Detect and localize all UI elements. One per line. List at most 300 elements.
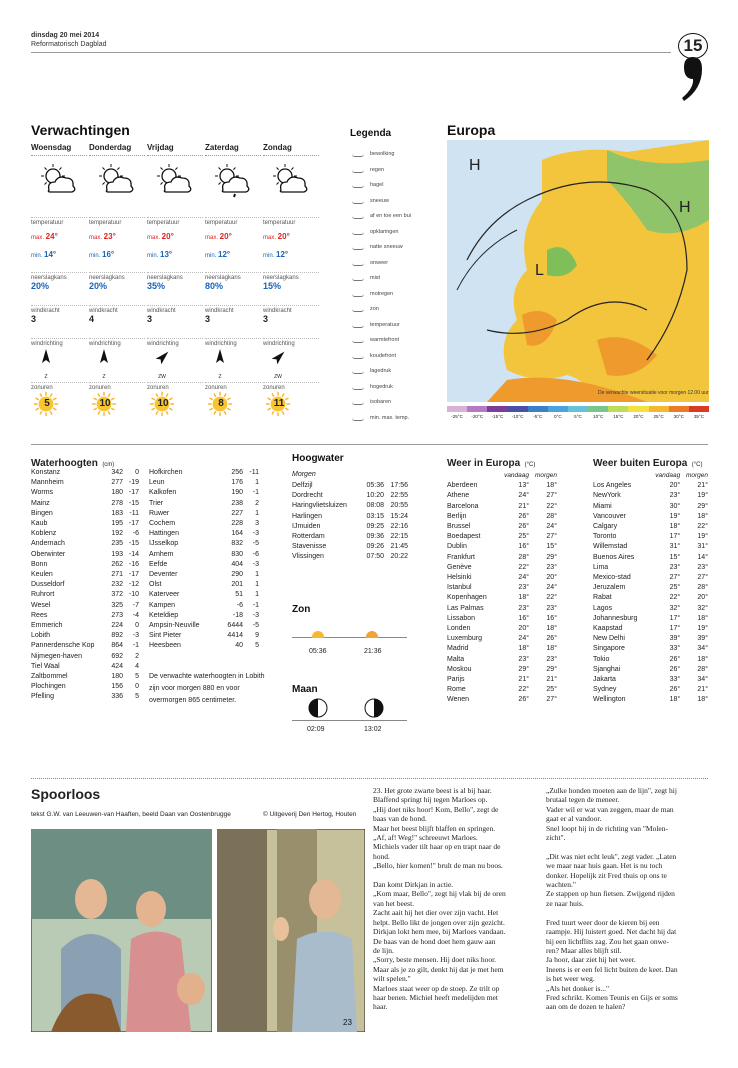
max-temp: [31, 226, 87, 244]
world-weather-row-cell: 17°: [669, 614, 681, 622]
eu-weather-row: [447, 593, 557, 603]
max-label: max.: [205, 235, 220, 241]
world-weather-row-cell: Jeruzalem: [593, 584, 626, 592]
scale-label: -10°C: [511, 414, 524, 419]
eu-weather-row-cell: 23°: [546, 655, 557, 663]
moon-horizon: [292, 720, 407, 721]
scale-label: -15°C: [491, 414, 504, 419]
water-row-cell: 6444: [227, 622, 243, 630]
water-row-cell: 1: [255, 479, 259, 487]
svg-text:H: H: [679, 199, 691, 216]
water-row: [149, 560, 259, 570]
legend-label: regen: [370, 166, 385, 173]
sunset-icon: [364, 626, 380, 638]
world-weather-row-cell: 20°: [669, 482, 681, 490]
world-weather-row-cell: 32°: [697, 604, 708, 612]
eu-weather-row-cell: 16°: [546, 614, 557, 622]
eu-weather-row: [447, 624, 557, 634]
water-row-cell: Cochem: [149, 520, 176, 528]
water-row-cell: -3: [252, 611, 259, 619]
water-row-cell: Hattingen: [149, 530, 179, 538]
tide-row: [292, 481, 408, 491]
eu-weather-row-cell: Parijs: [447, 676, 465, 684]
world-weather-row-cell: 23°: [669, 563, 681, 571]
world-weather-row-cell: 18°: [697, 512, 708, 520]
legend-symbol-icon: [352, 290, 364, 297]
comic-panel-right: [217, 829, 365, 1032]
water-row-cell: 176: [231, 479, 243, 487]
eu-weather-row-cell: 18°: [546, 645, 557, 653]
water-row-cell: 404: [231, 560, 243, 568]
water-row-cell: 192: [111, 530, 123, 538]
world-weather-row-cell: 30°: [669, 502, 681, 510]
sun-value: 10: [99, 398, 111, 409]
sun-hours: [89, 391, 145, 419]
moonset-icon: [364, 698, 384, 718]
sun-label: zonuren: [205, 382, 261, 391]
water-row-cell: 0: [135, 469, 139, 476]
day-name: Zaterdag: [205, 140, 261, 156]
water-row-cell: 277: [111, 479, 123, 487]
eu-weather-row-cell: 29°: [546, 665, 557, 673]
moon-title: Maan: [292, 684, 318, 695]
eu-weather-row-cell: 24°: [518, 635, 530, 643]
water-row-cell: -11: [129, 509, 139, 517]
eu-weather-row-cell: 23°: [546, 604, 557, 612]
legend-item: [352, 181, 383, 188]
water-row-cell: Tiel Waal: [31, 662, 60, 670]
sun-cloud-icon: [271, 164, 311, 198]
scale-label: 35°C: [693, 414, 705, 419]
water-row-cell: -17: [128, 520, 139, 528]
eu-weather-row-cell: Boedapest: [447, 533, 481, 541]
header-tomorrow: morgen: [685, 472, 708, 479]
water-row-cell: -18: [232, 611, 243, 619]
water-row: [149, 519, 259, 529]
legend-item: [352, 259, 388, 266]
world-weather-row-cell: Johannesburg: [593, 614, 638, 622]
comma-logo-icon: [680, 55, 704, 103]
eu-weather-row-cell: 25°: [518, 533, 530, 541]
tide-row-cell: Delfzijl: [292, 482, 313, 489]
water-row: [31, 509, 139, 519]
tide-row-cell: Harlingen: [292, 512, 322, 520]
water-row-cell: -5: [252, 540, 259, 548]
eu-weather-row: [447, 675, 557, 685]
legend-item: [352, 243, 403, 250]
wind-value: 3: [31, 314, 37, 324]
eu-weather-row: [447, 522, 557, 532]
legend-label: min. max. temp.: [370, 414, 410, 421]
water-unit: (cm): [102, 462, 115, 468]
rain-value: 20%: [89, 281, 108, 291]
eu-weather-row-cell: 18°: [518, 594, 530, 602]
min-value: 12°: [276, 250, 289, 259]
water-row: [31, 468, 139, 478]
water-row: [149, 611, 259, 621]
legend-symbol-icon: [352, 383, 364, 390]
world-weather-row-cell: Wellington: [593, 696, 626, 704]
water-row-cell: 0: [135, 683, 139, 691]
eu-weather-row: [447, 491, 557, 501]
water-row-cell: -12: [128, 581, 139, 589]
water-row-cell: Heesbeen: [149, 642, 181, 650]
water-row: [149, 601, 259, 611]
moonrise-icon: [308, 698, 328, 718]
legend-symbol-icon: [352, 228, 364, 235]
world-weather-row: [593, 675, 708, 685]
water-row-cell: 892: [111, 632, 123, 640]
eu-weather-row-cell: 26°: [518, 512, 530, 520]
water-row-cell: 193: [111, 550, 123, 558]
direction-value: Z: [218, 374, 222, 380]
paper-name: Reformatorisch Dagblad: [31, 41, 107, 48]
max-value: 20°: [219, 232, 232, 241]
tide-row-cell: 09:26: [366, 543, 384, 551]
world-weather-row-cell: 22°: [669, 594, 681, 602]
world-weather-row-cell: 23°: [697, 563, 708, 571]
water-row: [31, 529, 139, 539]
water-row-cell: 156: [111, 683, 123, 691]
water-row-cell: -4: [132, 611, 139, 619]
min-label: min.: [147, 253, 161, 259]
world-weather-row-cell: 39°: [669, 635, 681, 643]
water-row-cell: Trier: [149, 499, 164, 507]
world-weather-row: [593, 634, 708, 644]
wind-value: 3: [205, 314, 211, 324]
scale-label: 30°C: [673, 414, 684, 419]
sun-label: zonuren: [31, 382, 87, 391]
world-weather-row-cell: 28°: [697, 665, 708, 673]
legend-symbol-icon: [352, 336, 364, 343]
water-row-cell: 2: [255, 499, 259, 507]
page-header: [31, 31, 106, 49]
eu-weather-row-cell: 18°: [546, 625, 557, 633]
story-column-1: 23. Het grote zwarte beest is al bij haar. Blaffend springt hij tegen Marloes op. „Hij doet niks hoor! Kom, Bello", zegt de baas van de hond. Maar het beest blijft blaffen en springen. „Af, af! Weg!" schreeuwt Marloes. Michiels vader tilt haar op en trapt naar de hond. „Bello, hier komen!" brult de man nu boos. Dan komt Dirkjan in actie. „Kom maar, Bello", zegt hij vlak bij de oren van het beest. Zacht aait hij het dier over zijn vacht. Het helpt. Bello likt de jongen over zijn gezicht. Dirkjan lokt hem mee, bij Marloes vandaan. De baas van de hond doet hem gauw aan de lijn. „Sorry, beste mensen. Hij doet niks hoor. Maar als je zo gilt, denkt hij dat je met hem wilt spelen." Marloes staat weer op de stoep. Ze trilt op haar benen. Michiel heeft medelijden met haar.: [373, 786, 506, 1012]
tide-row: [292, 542, 408, 552]
moonset-time: 13:02: [364, 726, 382, 733]
water-row-cell: 278: [111, 499, 123, 507]
eu-weather-row-cell: Helsinki: [447, 574, 472, 582]
scale-swatch: [689, 406, 709, 412]
scale-label: -20°C: [471, 414, 484, 419]
scale-label: 5°C: [574, 414, 582, 419]
legend-label: natte sneeuw: [370, 243, 403, 250]
water-row: [31, 692, 139, 702]
header-blank: [447, 471, 497, 481]
tide-table: [292, 481, 408, 563]
sun-hours: [263, 391, 319, 419]
water-row-cell: 2: [135, 652, 139, 660]
direction-label: windrichting: [31, 338, 87, 347]
world-weather-row-cell: 17°: [669, 625, 681, 633]
max-label: max.: [147, 235, 162, 241]
sun-cloud-rain-icon: [213, 164, 253, 198]
panel-number: 23: [343, 1018, 352, 1027]
tide-row-cell: 21:45: [390, 543, 408, 551]
tide-row-cell: 22:16: [390, 522, 408, 530]
max-value: 20°: [161, 232, 174, 241]
legend-label: sneeuw: [370, 197, 389, 204]
world-weather-row-cell: 18°: [697, 655, 708, 663]
world-weather-row-cell: 18°: [669, 696, 681, 704]
legend-label: temperatuur: [370, 321, 400, 328]
max-value: 20°: [277, 232, 290, 241]
water-row: [31, 621, 139, 631]
eu-weather-row-cell: 29°: [546, 553, 557, 561]
scale-bar: [447, 406, 709, 412]
tide-row: [292, 522, 408, 532]
direction-label: windrichting: [147, 338, 203, 347]
legend-label: lagedruk: [370, 367, 392, 374]
eu-weather-row: [447, 502, 557, 512]
eu-weather-row: [447, 563, 557, 573]
world-weather-row-cell: 31°: [669, 543, 681, 551]
tide-row-cell: 07:50: [366, 553, 384, 561]
scale-label: 25°C: [653, 414, 664, 419]
world-weather-row: [593, 491, 708, 501]
legend-symbol-icon: [352, 181, 364, 188]
scale-swatch: [487, 406, 507, 412]
eu-weather-row-cell: 18°: [546, 482, 557, 490]
sun-cloud-icon: [155, 164, 195, 198]
water-row-cell: 235: [111, 540, 123, 548]
water-row: [31, 611, 139, 621]
water-row-cell: Pannerdensche Kop: [31, 642, 95, 650]
eu-weather-row-cell: 22°: [518, 686, 530, 694]
sunrise-time: 05:36: [309, 648, 327, 655]
water-row-cell: 238: [231, 499, 243, 507]
tide-row: [292, 552, 408, 562]
water-row-cell: 1: [255, 581, 259, 589]
world-weather-row: [593, 695, 708, 705]
water-row-cell: Leun: [149, 479, 165, 487]
sun-hours: [31, 391, 87, 419]
water-row-cell: Nijmegen-haven: [31, 652, 82, 660]
water-row-cell: -6: [132, 530, 139, 538]
tide-row: [292, 532, 408, 542]
eu-weather-row-cell: 29°: [518, 665, 530, 673]
scale-swatch: [649, 406, 669, 412]
water-row-cell: -11: [249, 469, 259, 476]
tide-row-cell: 20:22: [390, 553, 408, 561]
world-weather-row-cell: Jakarta: [593, 676, 616, 684]
direction-value: Z: [102, 374, 106, 380]
eu-weather-row-cell: Genève: [447, 563, 472, 571]
world-weather-row-cell: 20°: [697, 594, 708, 602]
tide-row-cell: Vlissingen: [292, 553, 324, 561]
legend-label: opklaringen: [370, 228, 399, 235]
eu-weather-row: [447, 604, 557, 614]
world-weather-row-cell: 27°: [697, 574, 708, 582]
world-weather-row-cell: Buenos Aires: [593, 553, 635, 561]
water-row: [149, 641, 259, 651]
eu-weather-row-cell: 26°: [518, 696, 530, 704]
wind-arrow-icon: [31, 347, 61, 373]
sunset-time: 21:36: [364, 648, 382, 655]
world-weather-table: [593, 471, 708, 706]
world-weather-row: [593, 542, 708, 552]
water-row-cell: 190: [231, 489, 243, 497]
world-weather-row-cell: Willemstad: [593, 543, 628, 551]
rain-label: neerslagkans: [89, 272, 145, 281]
water-row: [31, 478, 139, 488]
world-weather-row: [593, 583, 708, 593]
direction-value: ZW: [274, 374, 282, 380]
scale-swatch: [568, 406, 588, 412]
header-today: vandaag: [655, 472, 681, 479]
water-row: [31, 488, 139, 498]
forecast-day-2: [89, 140, 145, 419]
min-label: min.: [31, 253, 45, 259]
water-row-cell: -6: [252, 550, 259, 558]
europe-title: Europa: [447, 122, 496, 138]
water-row: [31, 601, 139, 611]
eu-weather-row: [447, 542, 557, 552]
water-row-cell: Keulen: [31, 571, 53, 579]
water-row-cell: 3: [255, 520, 259, 528]
map-note: De verwachte weersituatie voor morgen 12.00 uur: [598, 390, 709, 396]
water-row: [149, 468, 259, 478]
water-row-cell: Mainz: [31, 499, 50, 507]
eu-weather-row-cell: 26°: [518, 523, 530, 531]
water-row-cell: Emmerich: [31, 622, 63, 630]
scale-swatch: [669, 406, 689, 412]
eu-weather-row-cell: Las Palmas: [447, 604, 484, 612]
water-row-cell: 262: [111, 560, 123, 568]
eu-weather-row-cell: 16°: [518, 543, 530, 551]
eu-weather-row-header: [447, 471, 557, 481]
sun-value: 11: [273, 398, 285, 409]
world-weather-row-cell: Toronto: [593, 533, 617, 541]
water-row: [149, 478, 259, 488]
max-temp: [205, 226, 261, 244]
moonrise-time: 02:09: [307, 726, 325, 733]
world-weather-row-cell: 26°: [669, 665, 681, 673]
world-weather-row-cell: Lagos: [593, 604, 613, 612]
legend-symbol-icon: [352, 352, 364, 359]
world-weather-row-cell: 27°: [669, 574, 681, 582]
water-row-cell: Ampsin-Neuville: [149, 622, 200, 630]
legend-item: [352, 274, 380, 281]
tide-row-cell: 22:55: [390, 492, 408, 500]
water-row-cell: -14: [128, 550, 139, 558]
eu-weather-row-cell: 23°: [518, 655, 530, 663]
water-row: [149, 580, 259, 590]
eu-weather-row-cell: Dublin: [447, 543, 467, 551]
eu-weather-row-cell: 24°: [546, 523, 557, 531]
world-weather-row-cell: 18°: [697, 696, 708, 704]
legend-item: [352, 166, 384, 173]
day-name: Zondag: [263, 140, 319, 156]
eu-weather-row-cell: Wenen: [447, 696, 470, 704]
rain-value: 35%: [147, 281, 166, 291]
water-row: [31, 519, 139, 529]
eu-weather-row-cell: Barcelona: [447, 502, 479, 510]
scale-swatch: [467, 406, 487, 412]
eu-weather-row: [447, 573, 557, 583]
scale-labels: [447, 414, 709, 419]
water-row-cell: Mannheim: [31, 479, 64, 487]
tide-row-cell: 03:15: [366, 512, 384, 520]
eu-weather-row-cell: Frankfurt: [447, 553, 476, 561]
rain-value: 15%: [263, 281, 282, 291]
world-weather-row-cell: 19°: [697, 625, 708, 633]
comic-panel-left: [31, 829, 212, 1032]
water-row: [149, 488, 259, 498]
water-row: [149, 509, 259, 519]
tide-row-cell: IJmuiden: [292, 522, 321, 530]
wind-value: 3: [147, 314, 153, 324]
world-weather-row-cell: Miami: [593, 502, 612, 510]
legend-label: bewolking: [370, 150, 395, 157]
water-row-cell: 864: [111, 642, 123, 650]
water-row: [149, 550, 259, 560]
eu-weather-row: [447, 512, 557, 522]
direction-value: Z: [44, 374, 48, 380]
rain-label: neerslagkans: [263, 272, 319, 281]
water-row-cell: 832: [231, 540, 243, 548]
world-weather-row-cell: Singapore: [593, 645, 625, 653]
world-weather-row: [593, 553, 708, 563]
water-row-cell: IJsselkop: [149, 540, 179, 548]
water-row-cell: -17: [128, 489, 139, 497]
world-weather-row-cell: 14°: [697, 553, 708, 561]
water-row-cell: -15: [128, 499, 139, 507]
eu-weather-row-cell: 21°: [518, 502, 530, 510]
world-weather-row-cell: Sjanghai: [593, 665, 621, 673]
water-row-cell: 256: [231, 469, 243, 476]
water-row-cell: 0: [135, 622, 139, 630]
water-row-cell: -6: [236, 601, 243, 609]
water-row-cell: Bonn: [31, 560, 48, 568]
world-weather-row-cell: 26°: [669, 686, 681, 694]
water-row: [31, 590, 139, 600]
tide-title: Hoogwater: [292, 453, 344, 464]
temp-label: temperatuur: [31, 217, 87, 226]
water-row-cell: 5: [135, 673, 139, 681]
tide-subtitle: Morgen: [292, 471, 316, 478]
water-row-cell: 180: [111, 489, 123, 497]
wind-arrow-icon: [263, 347, 293, 373]
world-weather-row-cell: 21°: [697, 482, 708, 490]
legend-label: zon: [370, 305, 379, 312]
page-number: 15: [678, 33, 708, 59]
water-row-cell: 290: [231, 571, 243, 579]
water-row-cell: 1: [255, 591, 259, 599]
scale-label: 15°C: [613, 414, 624, 419]
water-row: [31, 682, 139, 692]
eu-weather-row: [447, 665, 557, 675]
world-weather-row: [593, 563, 708, 573]
story-credit: tekst G.W. van Leeuwen-van Haaften, beeld Daan van Oostenbrugge: [31, 811, 231, 818]
eu-weather-row: [447, 614, 557, 624]
water-row-cell: -16: [128, 560, 139, 568]
temp-label: temperatuur: [147, 217, 203, 226]
legend-item: [352, 228, 398, 235]
wind-arrow-icon: [89, 347, 119, 373]
legend-label: warmtefront: [370, 336, 400, 343]
rain-label: neerslagkans: [31, 272, 87, 281]
water-row-cell: 372: [111, 591, 123, 599]
world-weather-row-cell: 26°: [669, 655, 681, 663]
legend-title: Legenda: [350, 128, 392, 139]
scale-swatch: [608, 406, 628, 412]
min-value: 14°: [44, 250, 57, 259]
world-weather-row-cell: Lima: [593, 563, 609, 571]
direction-label: windrichting: [89, 338, 145, 347]
world-weather-row-cell: Vancouver: [593, 512, 626, 520]
